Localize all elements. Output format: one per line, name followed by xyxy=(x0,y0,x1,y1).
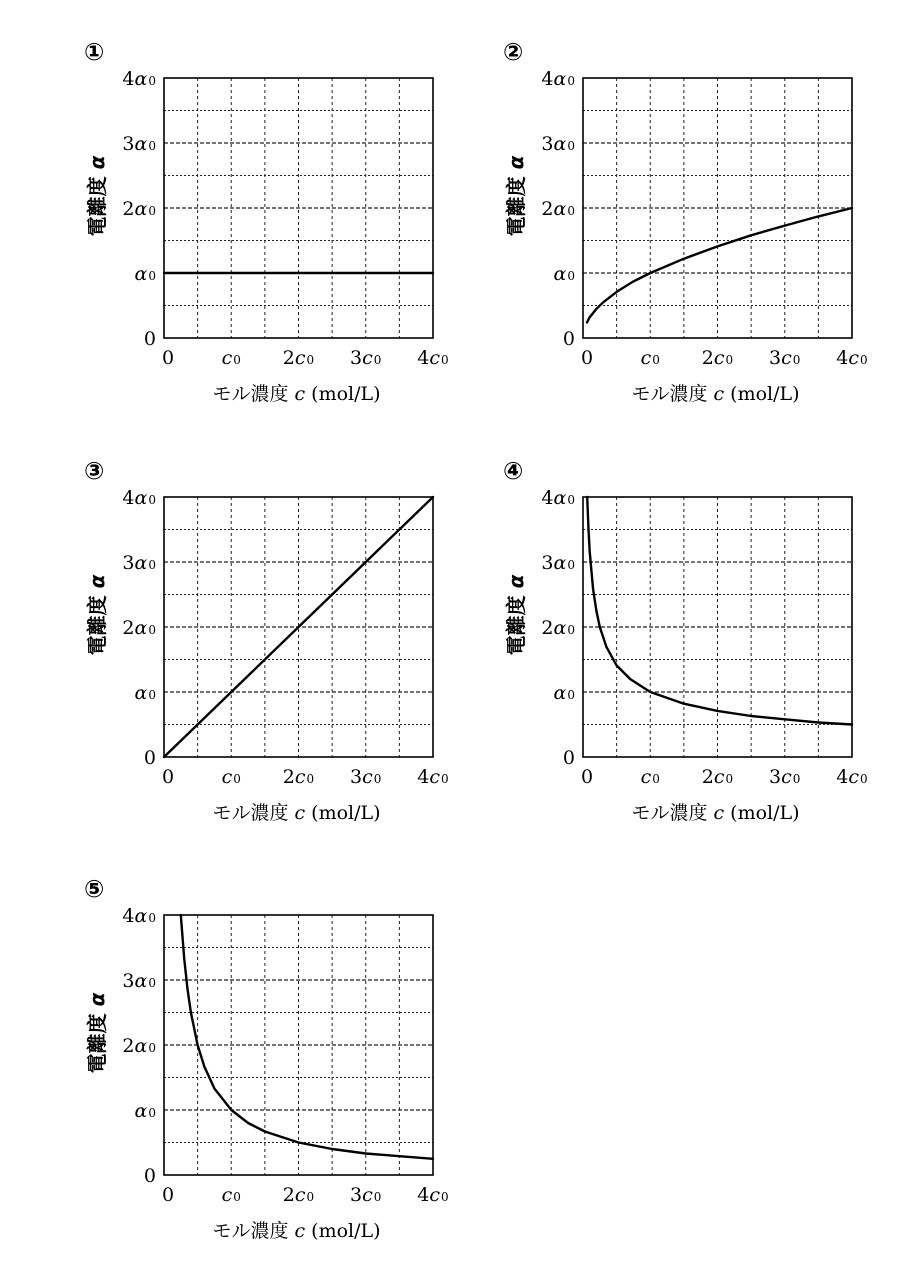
x-axis-label: モル濃度 c (mol/L) xyxy=(212,383,381,405)
chart-panel-1 xyxy=(84,38,449,405)
y-tick-label: 4α0 xyxy=(122,905,156,927)
x-tick-label: 4c0 xyxy=(417,1184,449,1206)
x-tick-label: 2c0 xyxy=(701,347,734,369)
x-tick-label: 0 xyxy=(161,347,175,369)
series-line xyxy=(587,497,852,725)
x-tick-label: 2c0 xyxy=(282,1184,315,1206)
x-tick-label: c0 xyxy=(221,347,241,369)
x-tick-label: 3c0 xyxy=(350,766,382,788)
y-tick-label: 3α0 xyxy=(122,970,156,992)
y-tick-label: 4α0 xyxy=(541,487,575,509)
x-tick-label: 3c0 xyxy=(350,347,382,369)
y-tick-label: 3α0 xyxy=(541,552,575,574)
series-line xyxy=(181,915,433,1159)
y-tick-label: 4α0 xyxy=(122,68,156,90)
y-axis-label: 電離度 α xyxy=(504,574,528,656)
y-axis-label: 電離度 α xyxy=(85,155,109,237)
x-tick-label: 4c0 xyxy=(836,766,868,788)
y-axis-label: 電離度 α xyxy=(504,155,528,237)
x-tick-label: 0 xyxy=(161,1184,175,1206)
x-axis-label: モル濃度 c (mol/L) xyxy=(212,802,381,824)
x-tick-label: c0 xyxy=(221,766,241,788)
chart-panel-2 xyxy=(503,38,868,405)
y-tick-label: α0 xyxy=(553,263,575,285)
y-tick-label: 4α0 xyxy=(541,68,575,90)
x-axis-label: モル濃度 c (mol/L) xyxy=(631,383,800,405)
y-tick-label: 3α0 xyxy=(541,133,575,155)
panel-label: ③ xyxy=(84,457,105,485)
y-tick-label: 3α0 xyxy=(122,552,156,574)
y-tick-label: 0 xyxy=(143,328,156,350)
y-tick-label: α0 xyxy=(553,682,575,704)
x-tick-label: 0 xyxy=(161,766,175,788)
y-tick-label: 0 xyxy=(143,1165,156,1187)
panel-label: ⑤ xyxy=(84,875,105,903)
y-tick-label: 4α0 xyxy=(122,487,156,509)
x-tick-label: c0 xyxy=(640,766,660,788)
chart-panel-5 xyxy=(84,875,449,1242)
x-tick-label: 3c0 xyxy=(769,347,801,369)
x-tick-label: 4c0 xyxy=(417,766,449,788)
y-tick-label: α0 xyxy=(134,682,156,704)
x-tick-label: 0 xyxy=(580,766,594,788)
y-tick-label: 2α0 xyxy=(122,198,156,220)
x-tick-label: 4c0 xyxy=(836,347,868,369)
x-tick-label: 2c0 xyxy=(282,766,315,788)
x-tick-label: 3c0 xyxy=(769,766,801,788)
x-tick-label: 3c0 xyxy=(350,1184,382,1206)
y-tick-label: α0 xyxy=(134,1100,156,1122)
panel-label: ② xyxy=(503,38,524,66)
y-tick-label: 3α0 xyxy=(122,133,156,155)
y-tick-label: 0 xyxy=(562,328,575,350)
y-axis-label: 電離度 α xyxy=(85,574,109,656)
panel-label: ① xyxy=(84,38,105,66)
y-tick-label: α0 xyxy=(134,263,156,285)
x-tick-label: 4c0 xyxy=(417,347,449,369)
x-axis-label: モル濃度 c (mol/L) xyxy=(631,802,800,824)
x-tick-label: 2c0 xyxy=(282,347,315,369)
panel-label: ④ xyxy=(503,457,524,485)
chart-panel-4 xyxy=(503,457,868,824)
x-tick-label: c0 xyxy=(221,1184,241,1206)
y-tick-label: 2α0 xyxy=(122,1035,156,1057)
chart-panel-3 xyxy=(84,457,449,824)
y-tick-label: 2α0 xyxy=(541,198,575,220)
x-tick-label: 0 xyxy=(580,347,594,369)
y-tick-label: 2α0 xyxy=(541,617,575,639)
y-axis-label: 電離度 α xyxy=(85,992,109,1074)
y-tick-label: 0 xyxy=(143,747,156,769)
y-tick-label: 0 xyxy=(562,747,575,769)
x-axis-label: モル濃度 c (mol/L) xyxy=(212,1220,381,1242)
x-tick-label: c0 xyxy=(640,347,660,369)
y-tick-label: 2α0 xyxy=(122,617,156,639)
x-tick-label: 2c0 xyxy=(701,766,734,788)
